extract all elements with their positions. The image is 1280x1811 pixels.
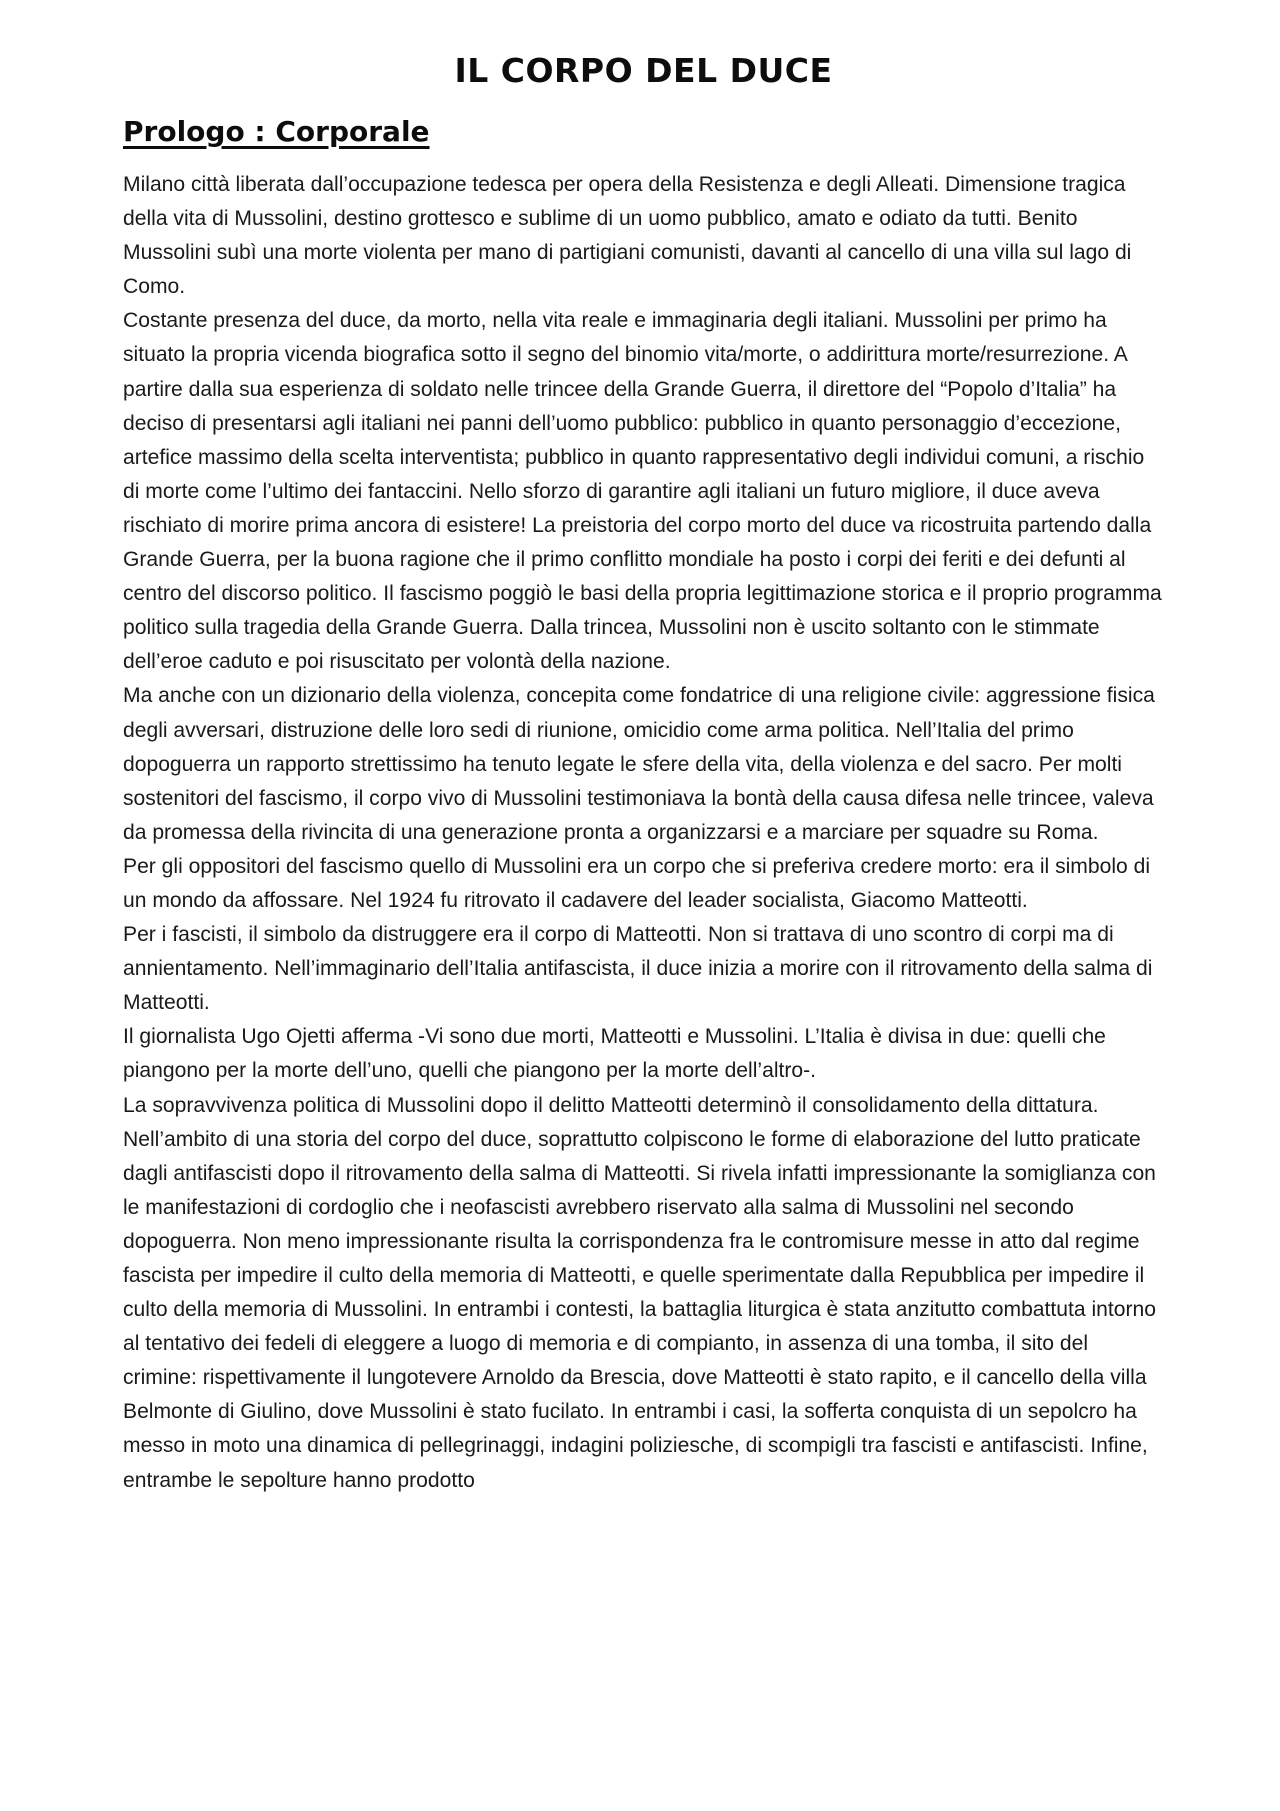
paragraph-2: Costante presenza del duce, da morto, nella vita reale e immaginaria degli italiani. Mussolini per primo ha situato la propria vicenda biografica sotto il segno del binomio vita/morte, o addirittura morte/resurrezione. A partire dalla sua esperienza di soldato nelle trincee della Grande Guerra, il direttore del “Popolo d’Italia” ha deciso di presentarsi agli italiani nei panni dell’uomo pubblico: pubblico in quanto personaggio d’eccezione, artefice massimo della scelta interventista; pubblico in quanto rappresentativo degli individui comuni, a rischio di morte come l’ultimo dei fantaccini. Nello sforzo di garantire agli italiani un futuro migliore, il duce aveva rischiato di morire prima ancora di esistere! La preistoria del corpo morto del duce va ricostruita partendo dalla Grande Guerra, per la buona ragione che il primo conflitto mondiale ha posto i corpi dei feriti e dei defunti al centro del discorso politico. Il fascismo poggiò le basi della propria legittimazione storica e il proprio programma politico sulla tragedia della Grande Guerra. Dalla trincea, Mussolini non è uscito soltanto con le stimmate dell’eroe caduto e poi risuscitato per volontà della nazione. bbox=[123, 309, 1162, 674]
paragraph-4: Per gli oppositori del fascismo quello di Mussolini era un corpo che si preferiva credere morto: era il simbolo di un mondo da affossare. Nel 1924 fu ritrovato il cadavere del leader socialista, Giacomo Matteotti. bbox=[123, 854, 1151, 912]
paragraph-6: Il giornalista Ugo Ojetti afferma -Vi sono due morti, Matteotti e Mussolini. L’Italia è divisa in due: quelli che piangono per la morte dell’uno, quelli che piangono per la morte dell’altro-. bbox=[123, 1025, 1106, 1083]
paragraph-1: Milano città liberata dall’occupazione tedesca per opera della Resistenza e degli Alleati. Dimensione tragica della vita di Mussolini, destino grottesco e sublime di un uomo pubblico, amato e odiato da tutti. Benito Mussolini subì una morte violenta per mano di partigiani comunisti, davanti al cancello di una villa sul lago di Como. bbox=[123, 173, 1132, 299]
paragraph-7: La sopravvivenza politica di Mussolini dopo il delitto Matteotti determinò il consolidamento della dittatura. bbox=[123, 1093, 1099, 1117]
body-text bbox=[123, 168, 1164, 1498]
document-title: IL CORPO DEL DUCE bbox=[454, 51, 833, 90]
section-heading: Prologo : Corporale bbox=[123, 115, 430, 148]
paragraph-5: Per i fascisti, il simbolo da distruggere era il corpo di Matteotti. Non si trattava di uno scontro di corpi ma di annientamento. Nell’immaginario dell’Italia antifascista, il duce inizia a morire con il ritrovamento della salma di Matteotti. bbox=[123, 923, 1153, 1015]
paragraph-8: Nell’ambito di una storia del corpo del duce, soprattutto colpiscono le forme di elaborazione del lutto praticate dagli antifascisti dopo il ritrovamento della salma di Matteotti. Si rivela infatti impressionante la somiglianza con le manifestazioni di cordoglio che i neofascisti avrebbero riservato alla salma di Mussolini nel secondo dopoguerra. Non meno impressionante risulta la corrispondenza fra le contromisure messe in atto dal regime fascista per impedire il culto della memoria di Matteotti, e quelle sperimentate dalla Repubblica per impedire il culto della memoria di Mussolini. In entrambi i contesti, la battaglia liturgica è stata anzitutto combattuta intorno al tentativo dei fedeli di eleggere a luogo di memoria e di compianto, in assenza di una tomba, il sito del crimine: rispettivamente il lungotevere Arnoldo da Brescia, dove Matteotti è stato rapito, e il cancello della villa Belmonte di Giulino, dove Mussolini è stato fucilato. In entrambi i casi, la sofferta conquista di un sepolcro ha messo in moto una dinamica di pellegrinaggi, indagini poliziesche, di scompigli tra fascisti e antifascisti. Infine, entrambe le sepolture hanno prodotto bbox=[123, 1127, 1156, 1492]
paragraph-3: Ma anche con un dizionario della violenza, concepita come fondatrice di una religione civile: aggressione fisica degli avversari, distruzione delle loro sedi di riunione, omicidio come arma politica. Nell’Italia del primo dopoguerra un rapporto strettissimo ha tenuto legate le sfere della vita, della violenza e del sacro. Per molti sostenitori del fascismo, il corpo vivo di Mussolini testimoniava la bontà della causa difesa nelle trincee, valeva da promessa della rivincita di una generazione pronta a organizzarsi e a marciare per squadre su Roma. bbox=[123, 684, 1155, 844]
